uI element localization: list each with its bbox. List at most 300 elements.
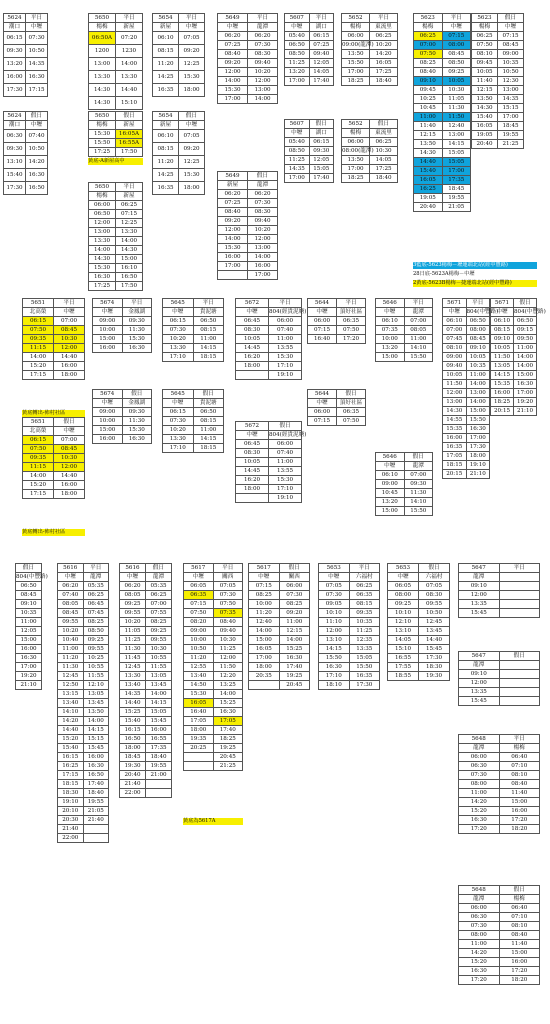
departure-time: 06:35 (349, 591, 380, 600)
departure-time: 07:30 (248, 41, 278, 50)
timetable-5644a (307, 298, 366, 344)
timetable-5653a (318, 563, 380, 690)
departure-time: 09:40 (248, 217, 278, 226)
departure-time: 1230 (116, 45, 143, 58)
departure-time: 17:00 (342, 68, 370, 77)
departure-time: 20:30 (58, 816, 84, 825)
timetable-grid (458, 651, 540, 706)
time-row (443, 452, 490, 461)
departure-time: 07:10 (499, 762, 540, 771)
time-row (319, 645, 380, 654)
stop-name: 龍潭 (404, 308, 433, 317)
time-row (414, 194, 471, 203)
time-row (120, 744, 172, 753)
departure-time: 07:00 (54, 317, 85, 326)
header-row (184, 573, 243, 582)
time-row (491, 326, 537, 335)
departure-time: 14:00 (213, 690, 243, 699)
departure-time (184, 753, 214, 762)
timetable-5623a (413, 13, 471, 212)
departure-time: 21:05 (83, 807, 109, 816)
departure-time: 11:25 (349, 627, 380, 636)
departure-time: 06:10 (153, 130, 179, 143)
stop-name: 關西 (279, 573, 310, 582)
stop-name: 中壢 (26, 121, 48, 130)
departure-time: 13:00 (248, 244, 278, 253)
stop-name: 中壢 (236, 308, 269, 317)
departure-time: 16:30 (26, 169, 48, 182)
time-row (218, 271, 278, 280)
departure-time: 15:50 (342, 59, 370, 68)
departure-time: 11:40 (499, 940, 540, 949)
time-row (120, 645, 172, 654)
stop-name: 804(經貴泥塘) (269, 308, 307, 315)
timetable-5647a (458, 563, 540, 618)
departure-time: 12:20 (213, 672, 243, 681)
departure-time: 14:40 (54, 472, 85, 481)
departure-time: 19:30 (120, 762, 146, 771)
departure-time: 11:00 (193, 335, 224, 344)
header-row (376, 462, 433, 471)
timetable-grid (3, 13, 48, 97)
departure-time: 16:20 (236, 353, 269, 362)
departure-time: 07:15 (308, 417, 337, 426)
departure-time: 15:15 (83, 735, 109, 744)
departure-time: 16:30 (122, 344, 152, 353)
departure-time: 15:40 (120, 717, 146, 726)
time-row (285, 138, 334, 147)
stop-name: 北高榮 (23, 427, 54, 436)
departure-time: 17:15 (26, 84, 48, 97)
departure-time: 15:45 (459, 697, 500, 706)
departure-time: 21:40 (58, 825, 84, 834)
departure-time: 09:20 (179, 143, 205, 156)
departure-time: 15:50 (404, 507, 433, 516)
timetable-5651b (22, 417, 85, 499)
stop-name: 新屋 (153, 121, 179, 130)
departure-time: 12:00 (213, 654, 243, 663)
route-number: 5647 (459, 652, 500, 661)
time-row (459, 591, 540, 600)
departure-time: 17:30 (349, 681, 380, 690)
departure-time: 17:30 (4, 84, 26, 97)
time-row (153, 84, 205, 97)
departure-time: 09:20 (179, 45, 205, 58)
departure-time: 12:00 (248, 77, 278, 86)
departure-time: 17:10 (163, 353, 194, 362)
departure-time: 19:05 (414, 194, 443, 203)
time-row (236, 467, 302, 476)
time-row (414, 122, 471, 131)
departure-time: 15:30 (184, 690, 214, 699)
day-type: 假日 (309, 120, 334, 129)
departure-time: 11:30 (122, 326, 152, 335)
time-row (184, 735, 243, 744)
time-row (491, 407, 537, 416)
stop-name: 關西 (213, 573, 243, 582)
departure-time: 13:35 (349, 645, 380, 654)
departure-time: 14:40 (58, 726, 84, 735)
departure-time: 15:00 (499, 798, 540, 807)
departure-time: 08:30 (419, 591, 450, 600)
time-row (376, 480, 433, 489)
departure-time: 14:15 (491, 371, 514, 380)
departure-time: 19:30 (419, 672, 450, 681)
departure-time: 07:40 (269, 449, 302, 458)
time-row (153, 71, 205, 84)
departure-time (499, 582, 540, 591)
departure-time: 11:00 (459, 940, 500, 949)
departure-time: 13:30 (89, 237, 116, 246)
time-row (459, 600, 540, 609)
time-row (414, 149, 471, 158)
time-row (376, 335, 433, 344)
departure-time: 11:40 (499, 789, 540, 798)
departure-time: 14:45 (236, 344, 269, 353)
departure-time: 08:40 (499, 780, 540, 789)
time-row (4, 32, 48, 45)
time-row (120, 690, 172, 699)
stop-name: 中壢 (54, 427, 85, 436)
timetable-grid (284, 13, 334, 86)
departure-time: 06:50A (89, 32, 116, 45)
departure-time: 17:40 (83, 780, 109, 789)
departure-time: 13:45 (83, 699, 109, 708)
departure-time (83, 825, 109, 834)
departure-time: 17:35 (146, 744, 172, 753)
time-row (218, 59, 278, 68)
departure-time: 09:25 (120, 600, 146, 609)
time-row (218, 226, 278, 235)
timetable-5672b (235, 421, 307, 503)
departure-time: 15:25 (279, 645, 310, 654)
departure-time: 06:15 (309, 138, 334, 147)
departure-time: 14:40 (419, 636, 450, 645)
stop-name: 龍潭 (459, 573, 500, 582)
timetable-grid (183, 563, 243, 771)
departure-time: 16:00 (93, 344, 123, 353)
time-row (58, 816, 109, 825)
departure-time: 13:00 (89, 58, 116, 71)
timetable-grid (442, 298, 499, 479)
header-row (218, 181, 278, 190)
time-row (443, 461, 490, 470)
departure-time (499, 670, 540, 679)
timetable-grid (217, 13, 278, 104)
time-row (16, 636, 42, 645)
header-row (23, 299, 85, 308)
time-row (459, 976, 540, 985)
stop-name: 中壢 (184, 573, 214, 582)
time-row (16, 663, 42, 672)
departure-time: 09:10 (491, 335, 514, 344)
departure-time: 09:35 (23, 335, 54, 344)
stop-name: 中壢 (308, 308, 337, 317)
departure-time: 12:35 (349, 636, 380, 645)
time-row (58, 582, 109, 591)
departure-time: 15:20 (23, 362, 54, 371)
departure-time: 07:25 (218, 199, 248, 208)
header-row (89, 121, 143, 130)
departure-time: 08:45 (498, 41, 524, 50)
time-row (58, 636, 109, 645)
stop-name: 中壢 (163, 308, 194, 317)
departure-time: 07:50 (184, 609, 214, 618)
time-row (120, 726, 172, 735)
departure-time: 08:50 (442, 59, 471, 68)
departure-time (236, 371, 269, 380)
time-row (459, 697, 540, 706)
departure-time: 15:20 (58, 735, 84, 744)
route-number: 5650 (89, 14, 116, 23)
departure-time: 10:00 (93, 417, 123, 426)
departure-time: 17:05 (443, 452, 467, 461)
time-row (414, 113, 471, 122)
departure-time: 10:45 (376, 489, 405, 498)
route-number: 5648 (459, 886, 500, 895)
departure-time: 16:40 (184, 708, 214, 717)
departure-time: 16:00 (54, 481, 85, 490)
departure-time: 16:30 (319, 663, 350, 672)
departure-time: 14:20 (58, 717, 84, 726)
time-row (23, 326, 85, 335)
departure-time: 15:10 (388, 645, 419, 654)
header-row (308, 308, 366, 317)
departure-time: 10:00 (249, 600, 280, 609)
departure-time: 07:50 (337, 326, 366, 335)
time-row (459, 771, 540, 780)
time-row (89, 32, 143, 45)
departure-time: 21:10 (466, 470, 490, 479)
departure-time: 10:35 (498, 59, 524, 68)
departure-time: 06:00 (342, 32, 370, 41)
departure-time: 07:15 (116, 210, 143, 219)
stop-name: 中壢 (120, 573, 146, 582)
route-number: 5650 (89, 183, 116, 192)
time-row (184, 591, 243, 600)
departure-time: 17:30 (419, 654, 450, 663)
departure-time: 10:40 (58, 636, 84, 645)
departure-time: 21:25 (498, 140, 524, 149)
departure-time: 11:20 (153, 156, 179, 169)
timetable-5616L (15, 563, 48, 690)
stop-name (499, 573, 540, 582)
departure-time: 16:55 (388, 654, 419, 663)
departure-time: 20:35 (249, 672, 280, 681)
departure-time: 10:05 (443, 371, 467, 380)
time-row (236, 485, 302, 494)
departure-time: 11:00 (58, 645, 84, 654)
departure-time: 10:20 (248, 68, 278, 77)
departure-time: 08:40 (499, 931, 540, 940)
departure-time: 19:10 (466, 461, 490, 470)
departure-time: 16:30 (89, 273, 116, 282)
departure-time: 07:35 (376, 326, 405, 335)
departure-time: 15:15 (498, 104, 524, 113)
departure-time: 19:20 (514, 398, 537, 407)
departure-time (146, 789, 172, 798)
departure-time: 18:00 (54, 371, 85, 380)
time-row (443, 317, 490, 326)
departure-time: 16:00 (218, 253, 248, 262)
time-row (120, 753, 172, 762)
time-row (93, 335, 152, 344)
time-row (491, 317, 537, 326)
departure-time: 09:10 (459, 582, 500, 591)
departure-time: 06:00 (459, 753, 500, 762)
header-row (4, 23, 48, 32)
day-type: 平日 (337, 299, 366, 308)
departure-time: 14:00 (146, 690, 172, 699)
route-number: 5617 (249, 564, 280, 573)
stop-name (499, 661, 540, 670)
departure-time: 08:45 (54, 445, 85, 454)
time-row (443, 425, 490, 434)
departure-time: 07:30 (459, 922, 500, 931)
departure-time: 14:30 (414, 149, 443, 158)
departure-time: 06:15 (23, 436, 54, 445)
departure-time: 14:25 (153, 71, 179, 84)
departure-time: 13:00 (498, 86, 524, 95)
time-row (93, 408, 152, 417)
time-row (16, 681, 42, 690)
departure-time: 12:15 (279, 627, 310, 636)
time-row (414, 32, 471, 41)
departure-time: 13:35 (459, 688, 500, 697)
departure-time: 12:00 (89, 219, 116, 228)
departure-time: 16:30 (83, 762, 109, 771)
header-row (89, 183, 143, 192)
route-number: 5649 (218, 14, 248, 23)
departure-time: 06:50 (285, 41, 310, 50)
day-type: 假日 (404, 453, 433, 462)
header-row (308, 299, 366, 308)
time-row (236, 335, 302, 344)
departure-time: 06:25 (83, 591, 109, 600)
time-row (23, 335, 85, 344)
time-row (120, 609, 172, 618)
timetable-5654b (152, 111, 205, 195)
time-row (236, 362, 302, 371)
time-row (459, 913, 540, 922)
departure-time: 16:00 (499, 958, 540, 967)
time-row (218, 50, 278, 59)
departure-time (184, 762, 214, 771)
departure-time: 08:45 (58, 609, 84, 618)
departure-time: 18:00 (179, 84, 205, 97)
departure-time: 14:20 (26, 156, 48, 169)
time-row (459, 816, 540, 825)
departure-time: 14:00 (279, 636, 310, 645)
time-row (218, 217, 278, 226)
departure-time: 14:30 (89, 97, 116, 110)
time-row (443, 470, 490, 479)
departure-time: 17:15 (58, 771, 84, 780)
time-row (89, 255, 143, 264)
header-row (376, 299, 433, 308)
departure-time: 17:25 (370, 68, 398, 77)
day-type: 平日 (54, 299, 85, 308)
departure-time: 13:00 (443, 398, 467, 407)
departure-time: 17:20 (499, 967, 540, 976)
header-row (120, 573, 172, 582)
departure-time: 10:50 (26, 143, 48, 156)
time-row (249, 618, 310, 627)
departure-time: 10:50 (419, 609, 450, 618)
time-row (58, 789, 109, 798)
departure-time: 15:30 (122, 426, 152, 435)
departure-time: 07:00 (54, 436, 85, 445)
stop-name: 804(中豐路) (466, 308, 499, 315)
departure-time: 13:00 (248, 86, 278, 95)
departure-time: 07:15 (498, 32, 524, 41)
departure-time: 08:10 (499, 922, 540, 931)
header-row (472, 14, 524, 23)
time-row (93, 344, 152, 353)
departure-time: 09:10 (16, 600, 42, 609)
departure-time: 09:20 (279, 609, 310, 618)
departure-time: 18:40 (146, 753, 172, 762)
header-row (58, 564, 109, 573)
departure-time: 12:30 (498, 77, 524, 86)
departure-time: 06:00 (308, 408, 337, 417)
legend-note: 2黃底-5623B楊梅－捷運端北站(經中豐路) (413, 280, 537, 287)
timetable-5624a (3, 13, 48, 97)
departure-time: 06:05 (388, 582, 419, 591)
departure-time: 14:05 (370, 156, 398, 165)
departure-time: 21:40 (83, 816, 109, 825)
departure-time: 18:15 (443, 461, 467, 470)
time-row (342, 174, 398, 183)
time-row (388, 600, 450, 609)
departure-time: 14:30 (89, 255, 116, 264)
time-row (163, 408, 224, 417)
timetable-5671a (442, 298, 499, 479)
header-row (93, 299, 152, 308)
time-row (218, 77, 278, 86)
departure-time: 16:35 (349, 672, 380, 681)
time-row (120, 771, 172, 780)
departure-time: 09:25 (83, 636, 109, 645)
departure-time: 06:20 (218, 190, 248, 199)
time-row (16, 582, 42, 591)
timetable-grid (235, 421, 307, 503)
departure-time: 06:00 (459, 904, 500, 913)
time-row (491, 362, 537, 371)
time-row (58, 762, 109, 771)
timetable-grid (341, 13, 398, 86)
departure-time: 06:35 (184, 591, 214, 600)
timetable-5654a (152, 13, 205, 97)
departure-time: 11:30 (404, 489, 433, 498)
departure-time: 11:20 (153, 58, 179, 71)
time-row (89, 139, 143, 148)
day-type: 平日 (116, 183, 143, 192)
departure-time: 11:15 (23, 463, 54, 472)
departure-time: 11:30 (58, 663, 84, 672)
departure-time: 09:25 (442, 68, 471, 77)
time-row (443, 362, 490, 371)
stop-name: 中壢 (491, 308, 514, 317)
header-row (163, 390, 224, 399)
stop-name: 楊梅 (499, 744, 540, 753)
timetable-grid (162, 389, 224, 453)
departure-time: 15:05 (146, 708, 172, 717)
departure-time: 13:30 (89, 71, 116, 84)
departure-time: 12:45 (419, 618, 450, 627)
departure-time: 20:40 (472, 140, 498, 149)
departure-time (218, 271, 248, 280)
